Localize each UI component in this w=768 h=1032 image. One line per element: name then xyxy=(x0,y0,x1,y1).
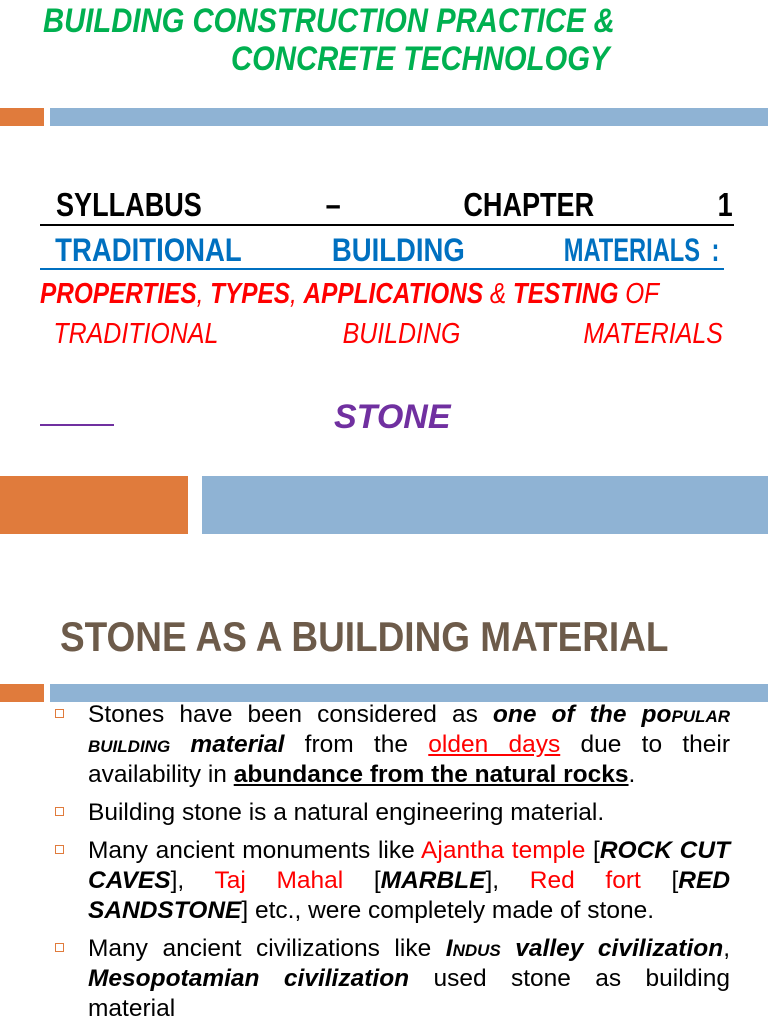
b3-text-6: [ xyxy=(640,867,679,894)
b1-olden-days-link[interactable]: olden days xyxy=(428,731,561,758)
list-item xyxy=(40,934,730,1024)
syllabus-dash: – xyxy=(326,186,342,223)
subtitle-line2 xyxy=(40,318,734,351)
b4-indus-b: valley civilization xyxy=(500,935,724,962)
subtitle-of: OF xyxy=(625,278,660,310)
b1-text-1: Stones have been considered as xyxy=(88,701,493,728)
subtitle-l2-word-2: BUILDING xyxy=(342,318,461,350)
b3-text-2: [ xyxy=(585,837,600,864)
b3-text-4: [ xyxy=(343,867,381,894)
subtitle-line1 xyxy=(40,278,740,311)
heading-word-1: TRADITIONAL xyxy=(55,232,242,268)
subtitle-types: TYPES xyxy=(210,278,291,310)
b4-indus-sc: ndus xyxy=(452,935,501,962)
topic-stone: STONE xyxy=(334,398,451,436)
heading-word-3: MATERIALS xyxy=(563,232,701,268)
bullet-list xyxy=(40,700,730,1024)
syllabus-word: SYLLABUS xyxy=(56,186,202,223)
square-bullet-icon xyxy=(55,943,64,952)
b4-text-3: used stone as building material xyxy=(88,965,730,1022)
decor-bar-blue-large xyxy=(202,476,768,534)
b1-text-4: . xyxy=(628,761,636,788)
bullet-list-container xyxy=(40,700,730,1032)
subtitle-comma-2: , xyxy=(290,278,297,310)
subtitle-testing: TESTING xyxy=(512,278,619,310)
b1-em-1: one of the po xyxy=(492,701,672,728)
list-item xyxy=(40,836,730,926)
decor-bar-blue xyxy=(50,108,768,126)
slide-title-line1: BUILDING CONSTRUCTION PRACTICE & xyxy=(43,2,615,40)
chapter-heading xyxy=(40,232,734,269)
b3-text-1: Many ancient monuments like xyxy=(88,837,422,864)
b3-red-sandstone: RED SANDSTONE xyxy=(88,867,731,924)
chapter-number: 1 xyxy=(717,186,733,223)
b1-em-smallcaps: pular building xyxy=(88,701,730,758)
subtitle-properties: PROPERTIES xyxy=(40,278,197,310)
b1-text-2: from the xyxy=(284,731,429,758)
b3-red-fort: Red fort xyxy=(529,867,641,894)
subtitle-l2-word-3: MATERIALS xyxy=(583,318,723,350)
list-item xyxy=(40,798,730,828)
list-item xyxy=(40,700,730,790)
b4-text-2: , xyxy=(723,935,730,962)
decor-bar-orange-small xyxy=(0,684,44,702)
syllabus-line xyxy=(40,186,734,224)
heading-word-2: BUILDING xyxy=(331,232,465,268)
square-bullet-icon xyxy=(55,709,64,718)
b4-indus xyxy=(446,935,723,962)
b3-rock-cut-caves: ROCK CUT CAVES xyxy=(88,837,730,894)
heading-underline xyxy=(40,268,724,270)
b4-text-1: Many ancient civilizations like xyxy=(88,935,446,962)
chapter-word: CHAPTER xyxy=(463,186,595,223)
subtitle-l2-word-1: TRADITIONAL xyxy=(53,318,219,350)
topic-dash-line xyxy=(40,424,114,426)
b3-text-7: ] etc., were completely made of stone. xyxy=(241,897,655,924)
decor-bar-orange xyxy=(0,108,44,126)
b3-marble: MARBLE xyxy=(380,867,486,894)
b1-em-2: material xyxy=(170,731,285,758)
b3-text-5: ], xyxy=(485,867,530,894)
square-bullet-icon xyxy=(55,845,64,854)
b4-mesopotamian: Mesopotamian civilization xyxy=(88,965,410,992)
b3-ajantha: Ajantha temple xyxy=(421,837,586,864)
b4-indus-a: I xyxy=(445,935,453,962)
subtitle-line1-inner xyxy=(40,278,659,311)
section-title: STONE AS A BUILDING MATERIAL xyxy=(60,613,669,660)
slide-title-line2: CONCRETE TECHNOLOGY xyxy=(231,40,610,78)
heading-word-3-wrap xyxy=(553,232,721,269)
subtitle-amp: & xyxy=(489,278,507,310)
decor-bar-orange-large xyxy=(0,476,188,534)
syllabus-underline xyxy=(40,224,734,226)
heading-colon: : xyxy=(711,232,720,268)
square-bullet-icon xyxy=(55,807,64,816)
b3-text-3: ], xyxy=(170,867,215,894)
b1-bold-underlined: abundance from the natural rocks xyxy=(233,761,629,788)
subtitle-applications: APPLICATIONS xyxy=(303,278,484,310)
b2-text: Building stone is a natural engineering material. xyxy=(88,799,605,826)
b3-taj-mahal: Taj Mahal xyxy=(214,867,344,894)
subtitle-comma-1: , xyxy=(196,278,204,310)
b1-text-3: due to their availability in xyxy=(88,731,730,788)
